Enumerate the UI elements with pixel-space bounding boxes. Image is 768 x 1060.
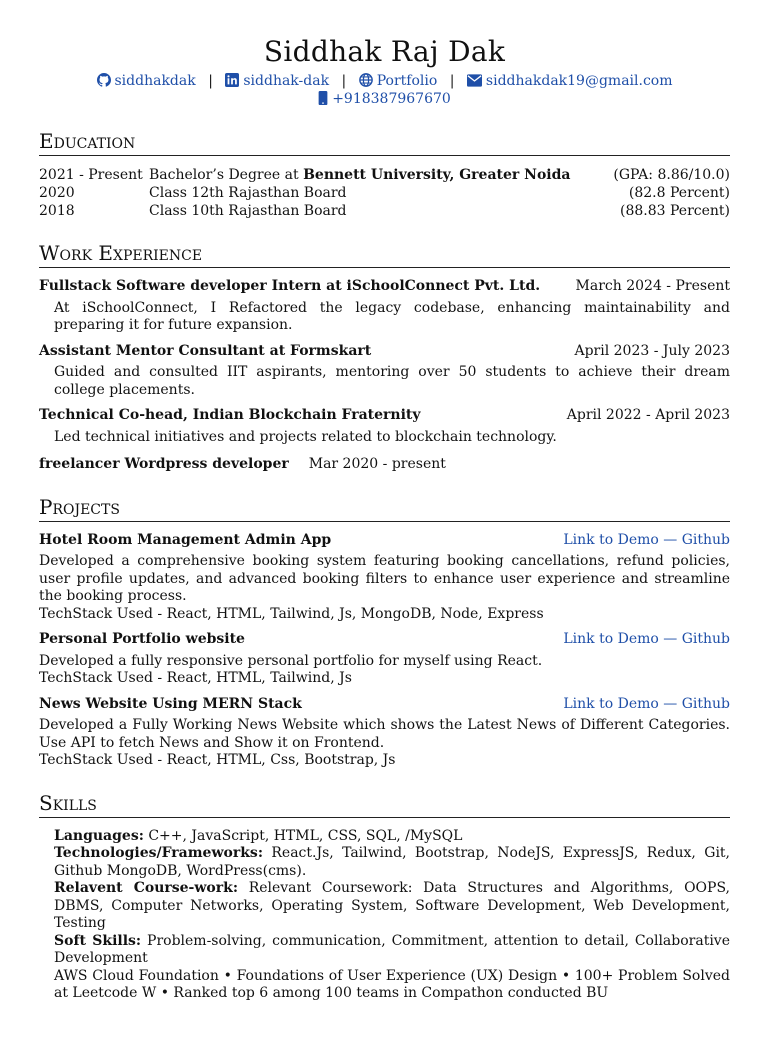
education-heading: Education xyxy=(39,130,730,156)
separator: | xyxy=(341,73,347,89)
project-body xyxy=(39,653,730,688)
phone-number: +918387967670 xyxy=(332,90,451,107)
skills-value: C++, JavaScript, HTML, CSS, SQL, /MySQL xyxy=(143,827,463,844)
education-score: (82.8 Percent) xyxy=(628,185,730,201)
project-description: Developed a fully responsive personal portfolio for myself using React. xyxy=(39,652,543,669)
work-entry-header xyxy=(39,407,730,425)
education-score: (88.83 Percent) xyxy=(620,203,730,219)
project-description: Developed a Fully Working News Website which shows the Latest News of Different Categories. Use API to fetch News and Show it on Frontend. xyxy=(39,717,730,751)
linkedin-icon xyxy=(225,73,239,87)
github-handle: siddhakdak xyxy=(114,73,196,89)
work-entry-header xyxy=(39,343,730,361)
github-link[interactable] xyxy=(97,73,201,89)
contact-line xyxy=(39,73,730,108)
education-degree: Class 10th Rajasthan Board xyxy=(149,203,347,219)
education-score: (GPA: 8.86/10.0) xyxy=(613,167,730,183)
education-year: 2018 xyxy=(39,203,75,219)
work-entry-header xyxy=(39,278,730,296)
project-name: Hotel Room Management Admin App xyxy=(39,531,332,548)
work-heading: Work Experience xyxy=(39,242,730,268)
skills-soft xyxy=(54,933,730,968)
freelance-date: Mar 2020 - present xyxy=(308,456,446,472)
project-links[interactable]: Link to Demo — Github xyxy=(563,531,730,548)
project-body xyxy=(39,553,730,623)
skills-coursework xyxy=(54,880,730,933)
skills-technologies xyxy=(54,845,730,880)
project-description: Developed a comprehensive booking system featuring booking cancellations, refund policies, user profile updates, and advanced booking filters to enhance user experience and streamline the booking process. xyxy=(39,553,730,604)
education-detail xyxy=(149,184,604,202)
skills-label: Languages: xyxy=(54,827,144,844)
project-name: Personal Portfolio website xyxy=(39,631,245,647)
education-detail xyxy=(149,202,604,220)
work-date: April 2023 - July 2023 xyxy=(574,342,730,359)
linkedin-link[interactable] xyxy=(221,73,334,89)
education-year: 2021 - Present xyxy=(39,167,143,183)
work-description: Guided and consulted IIT aspirants, mentoring over 50 students to achieve their dream college placements. xyxy=(54,364,730,398)
education-degree: Class 12th Rajasthan Board xyxy=(149,185,347,201)
skills-value: Relevant Coursework: Data Structures and Algorithms, OOPS, DBMS, Computer Networks, Operating System, Software Development, Web Development, Testing xyxy=(54,880,730,931)
skills-label: Soft Skills: xyxy=(54,932,142,949)
skills-achievements: AWS Cloud Foundation • Foundations of User Experience (UX) Design • 100+ Problem Solved at Leetcode W • Ranked top 6 among 100 teams in Compathon conducted BU xyxy=(54,967,730,1001)
skills-value: React.Js, Tailwind, Bootstrap, NodeJS, ExpressJS, Redux, Git, Github MongoDB, WordPress(cms). xyxy=(54,845,730,879)
email-link[interactable] xyxy=(462,73,672,89)
freelance-role: freelancer Wordpress developer xyxy=(39,456,289,472)
project-header xyxy=(39,631,730,649)
work-date: April 2022 - April 2023 xyxy=(566,407,730,423)
github-icon xyxy=(97,73,111,87)
portfolio-link[interactable] xyxy=(354,73,442,89)
project-techstack: TechStack Used - React, HTML, Tailwind, Js, MongoDB, Node, Express xyxy=(39,605,544,622)
work-description: At iSchoolConnect, I Refactored the legacy codebase, enhancing maintainability and preparing it for future expansion. xyxy=(54,299,730,333)
work-role: Assistant Mentor Consultant at Formskart xyxy=(39,342,372,359)
linkedin-handle: siddhak-dak xyxy=(243,73,330,89)
freelance-entry xyxy=(39,456,730,474)
separator: | xyxy=(208,73,213,89)
project-links[interactable]: Link to Demo — Github xyxy=(563,695,730,712)
education-table xyxy=(39,166,730,220)
globe-icon xyxy=(359,73,373,87)
email-address: siddhakdak19@gmail.com xyxy=(485,73,673,89)
project-header xyxy=(39,532,730,550)
skills-heading: Skills xyxy=(39,792,730,818)
skills-label: Technologies/Frameworks: xyxy=(54,845,263,861)
education-institution: Bennett University, Greater Noida xyxy=(303,167,571,183)
envelope-icon xyxy=(467,74,482,87)
education-row xyxy=(39,184,730,202)
education-row xyxy=(39,166,730,184)
work-description: Led technical initiatives and projects related to blockchain technology. xyxy=(54,428,557,445)
skills-list xyxy=(39,828,730,1003)
candidate-name: Siddhak Raj Dak xyxy=(263,35,506,68)
project-links[interactable]: Link to Demo — Github xyxy=(563,631,730,647)
education-row xyxy=(39,202,730,220)
work-role: Technical Co-head, Indian Blockchain Fraternity xyxy=(39,407,421,423)
project-header xyxy=(39,696,730,714)
education-year: 2020 xyxy=(39,185,75,201)
projects-heading: Projects xyxy=(39,496,730,522)
education-degree: Bachelor’s Degree at xyxy=(149,167,304,183)
project-body xyxy=(39,717,730,770)
education-detail xyxy=(149,166,604,184)
skills-label: Relavent Course-work: xyxy=(54,880,238,896)
work-date: March 2024 - Present xyxy=(575,278,730,294)
mobile-phone-icon xyxy=(318,91,328,105)
project-name: News Website Using MERN Stack xyxy=(39,695,302,712)
skills-languages xyxy=(54,828,730,846)
project-techstack: TechStack Used - React, HTML, Css, Bootstrap, Js xyxy=(39,752,396,768)
skills-value: Problem-solving, communication, Commitment, attention to detail, Collaborative Development xyxy=(54,932,730,966)
work-role: Fullstack Software developer Intern at iSchoolConnect Pvt. Ltd. xyxy=(39,278,541,294)
separator: | xyxy=(449,73,455,89)
phone-link[interactable] xyxy=(318,91,451,107)
resume-page xyxy=(0,36,768,1060)
project-techstack: TechStack Used - React, HTML, Tailwind, Js xyxy=(39,670,352,686)
portfolio-label: Portfolio xyxy=(376,73,438,89)
